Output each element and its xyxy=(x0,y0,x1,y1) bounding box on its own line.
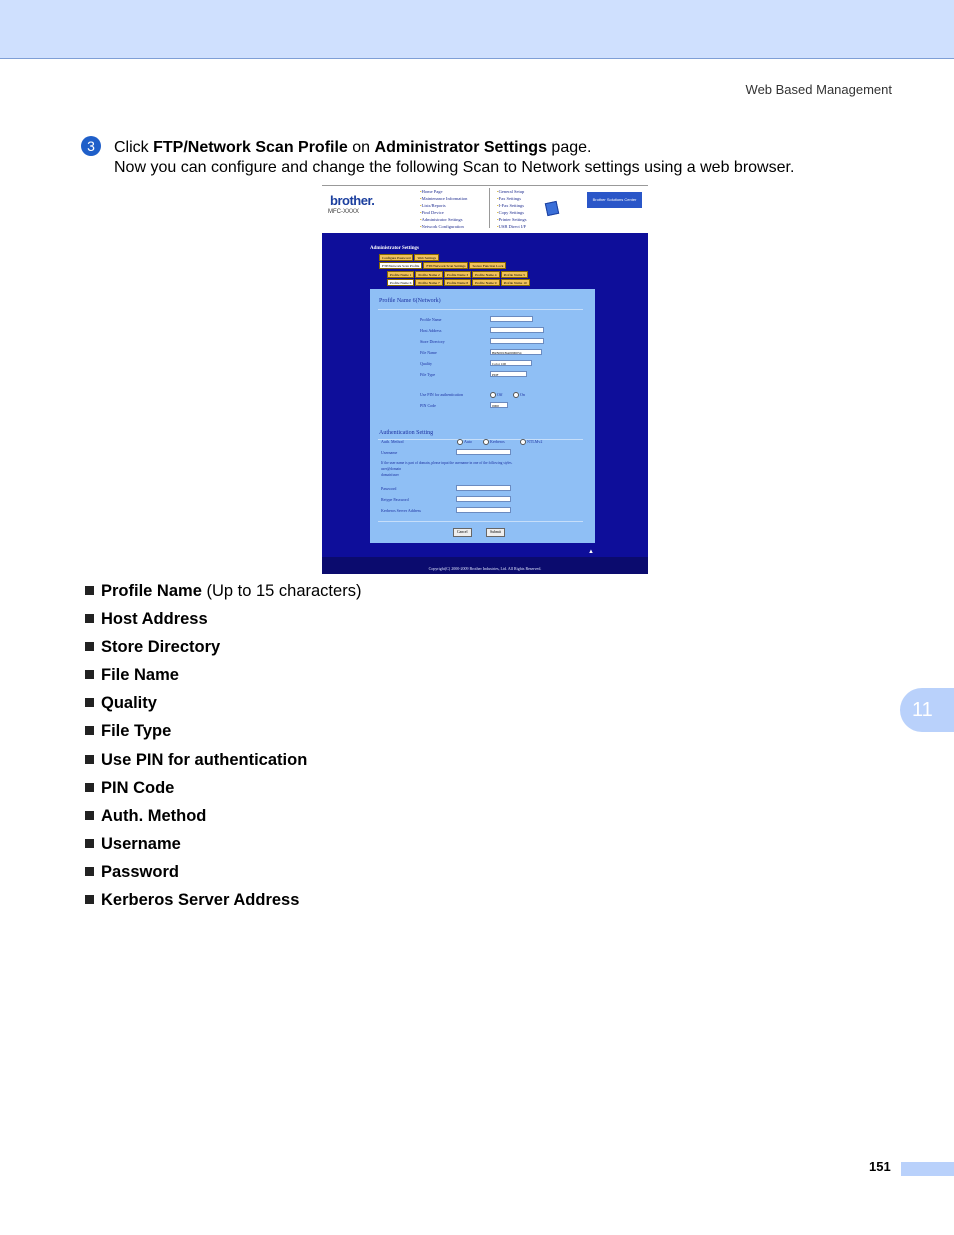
nav-fax[interactable]: • Fax Settings xyxy=(497,195,526,202)
book-icon xyxy=(545,201,559,216)
bullet-square-icon xyxy=(85,755,94,764)
tab-ftp-scan-profile[interactable]: FTP/Network Scan Profile xyxy=(379,262,422,269)
retype-password-input[interactable] xyxy=(456,496,511,502)
list-item xyxy=(85,862,361,890)
tab-profile-9[interactable]: Profile Name 9 xyxy=(472,279,499,286)
nav-divider xyxy=(489,188,490,228)
label-auth-method: Auth. Method xyxy=(381,439,404,444)
bullet-square-icon xyxy=(85,839,94,848)
list-item xyxy=(85,834,361,862)
auth-ntlm-radio[interactable] xyxy=(520,439,526,445)
domain-style-2: domain\user xyxy=(381,473,399,477)
domain-style-1: user@domain xyxy=(381,467,402,471)
panel-title: Profile Name 6(Network) xyxy=(379,298,441,304)
store-directory-input[interactable] xyxy=(490,338,544,344)
nav-network[interactable]: • Network Configuration xyxy=(420,223,467,230)
pin-on-radio[interactable] xyxy=(513,392,519,398)
tabs-row-1 xyxy=(379,254,439,261)
tab-profile-6[interactable]: Profile Name 6 xyxy=(387,279,414,286)
model-name: MFC-XXXX xyxy=(328,209,360,215)
pin-code-input[interactable]: 0000 xyxy=(490,402,508,408)
list-item-term: Password xyxy=(101,862,179,881)
pin-off-option[interactable] xyxy=(490,392,502,398)
running-header: Web Based Management xyxy=(745,82,892,97)
list-item-term: File Type xyxy=(101,722,172,741)
auth-auto-option[interactable] xyxy=(457,439,472,445)
nav-copy[interactable]: • Copy Settings xyxy=(497,209,526,216)
domain-note: If the user name is part of domain, please input the username in one of the following styles. xyxy=(381,461,513,465)
pin-off-label: Off xyxy=(497,392,503,397)
top-band xyxy=(0,0,954,59)
list-item-term: Store Directory xyxy=(101,638,221,657)
page-number: 151 xyxy=(869,1159,891,1174)
nav-right xyxy=(497,188,526,230)
bullet-square-icon xyxy=(85,726,94,735)
auth-ntlm-option[interactable] xyxy=(520,439,542,445)
auth-setting-title: Authentication Setting xyxy=(379,430,434,436)
step-text-suffix: page. xyxy=(546,139,592,156)
step-line-2: Now you can configure and change the following Scan to Network settings using a web browser. xyxy=(114,159,795,176)
label-host-address: Host Address xyxy=(420,328,442,333)
tabs-row-3 xyxy=(387,271,528,278)
pin-off-radio[interactable] xyxy=(490,392,496,398)
admin-settings-title: Administrator Settings xyxy=(370,246,419,251)
nav-find-device[interactable]: • Find Device xyxy=(420,209,467,216)
step-text-prefix: Click xyxy=(114,139,154,156)
tabs-row-2 xyxy=(379,262,506,269)
auth-kerberos-option[interactable] xyxy=(483,439,505,445)
label-retype-password: Retype Password xyxy=(381,497,409,502)
bullet-square-icon xyxy=(85,811,94,820)
cancel-button[interactable]: Cancel xyxy=(453,528,472,537)
label-quality: Quality xyxy=(420,361,432,366)
auth-auto-radio[interactable] xyxy=(457,439,463,445)
copyright-footer: Copyright(C) 2000-2009 Brother Industries, Ltd. All Rights Reserved. xyxy=(322,557,648,574)
step-bold-profile: FTP/Network Scan Profile xyxy=(153,139,348,156)
tab-profile-5[interactable]: Profile Name 5 xyxy=(501,271,528,278)
scroll-top-icon[interactable]: ▲ xyxy=(588,549,594,555)
list-item xyxy=(85,778,361,806)
tab-profile-8[interactable]: Profile Name 8 xyxy=(444,279,471,286)
tab-profile-2[interactable]: Profile Name 2 xyxy=(415,271,442,278)
tab-profile-7[interactable]: Profile Name 7 xyxy=(415,279,442,286)
list-item xyxy=(85,693,361,721)
bullet-square-icon xyxy=(85,586,94,595)
bullet-square-icon xyxy=(85,614,94,623)
nav-admin[interactable]: • Administrator Settings xyxy=(420,216,467,223)
embedded-screenshot xyxy=(322,185,648,574)
auth-kerberos-label: Kerberos xyxy=(490,439,505,444)
label-kerberos-address: Kerberos Server Address xyxy=(381,508,421,513)
nav-general[interactable]: • General Setup xyxy=(497,188,526,195)
list-item-term: Kerberos Server Address xyxy=(101,891,300,910)
nav-lists[interactable]: • Lists/Reports xyxy=(420,202,467,209)
tab-web-settings[interactable]: Web Settings xyxy=(414,254,438,261)
list-item xyxy=(85,665,361,693)
tab-secure-function-lock[interactable]: Secure Function Lock xyxy=(469,262,506,269)
kerberos-address-input[interactable] xyxy=(456,507,511,513)
nav-left xyxy=(420,188,467,230)
profile-name-input[interactable] xyxy=(490,316,533,322)
step-text-mid: on xyxy=(347,139,375,156)
bullet-square-icon xyxy=(85,670,94,679)
bullet-square-icon xyxy=(85,698,94,707)
tab-profile-10[interactable]: Profile Name 10 xyxy=(501,279,530,286)
label-password: Password xyxy=(381,486,397,491)
list-item-term: Host Address xyxy=(101,610,208,629)
password-input[interactable] xyxy=(456,485,511,491)
auth-ntlm-label: NTLMv2 xyxy=(527,439,543,444)
screenshot-header xyxy=(322,185,648,233)
bullet-square-icon xyxy=(85,895,94,904)
nav-ifax[interactable]: • I-Fax Settings xyxy=(497,202,526,209)
pin-on-label: On xyxy=(520,392,525,397)
label-pin-code: PIN Code xyxy=(420,403,436,408)
brand-logo: brother. xyxy=(330,193,375,208)
list-item-term: Use PIN for authentication xyxy=(101,750,308,769)
tab-ftp-scan-settings[interactable]: FTP/Network Scan Settings xyxy=(423,262,468,269)
username-input[interactable] xyxy=(456,449,511,455)
label-store-directory: Store Directory xyxy=(420,339,445,344)
list-item xyxy=(85,581,361,609)
tab-profile-1[interactable]: Profile Name 1 xyxy=(387,271,414,278)
step-instruction xyxy=(114,138,794,178)
page-number-bar xyxy=(901,1162,954,1176)
list-item-term: Profile Name xyxy=(101,582,202,600)
tabs-row-4 xyxy=(387,279,530,286)
file-type-select[interactable]: PDF xyxy=(490,371,527,377)
bullet-square-icon xyxy=(85,867,94,876)
quality-select[interactable]: Color 100 xyxy=(490,360,532,366)
label-use-pin: Use PIN for authentication xyxy=(420,392,463,397)
list-item xyxy=(85,806,361,834)
list-item xyxy=(85,721,361,749)
list-item-term: Quality xyxy=(101,694,157,713)
label-file-type: File Type xyxy=(420,372,436,377)
list-item-term: PIN Code xyxy=(101,778,175,797)
list-item-note: (Up to 15 characters) xyxy=(201,582,362,600)
nav-home[interactable]: • Home Page xyxy=(420,188,467,195)
profile-panel xyxy=(370,289,595,543)
list-item-term: Auth. Method xyxy=(101,806,207,825)
list-item-term: File Name xyxy=(101,666,179,685)
step-number-badge: 3 xyxy=(81,136,101,156)
auth-auto-label: Auto xyxy=(464,439,472,444)
tab-configure-password[interactable]: Configure Password xyxy=(379,254,413,261)
label-username: Username xyxy=(381,450,398,455)
step-bold-admin: Administrator Settings xyxy=(374,139,547,156)
auth-kerberos-radio[interactable] xyxy=(483,439,489,445)
tab-profile-3[interactable]: Profile Name 3 xyxy=(444,271,471,278)
step-line-1 xyxy=(114,138,794,158)
list-item-term: Username xyxy=(101,834,181,853)
panel-divider-auth xyxy=(378,439,583,440)
bullet-square-icon xyxy=(85,783,94,792)
host-address-input[interactable] xyxy=(490,327,544,333)
list-item xyxy=(85,890,361,918)
label-file-name: File Name xyxy=(420,350,437,355)
settings-list xyxy=(85,581,361,918)
pin-on-option[interactable] xyxy=(513,392,525,398)
nav-printer[interactable]: • Printer Settings xyxy=(497,216,526,223)
panel-divider-bottom xyxy=(378,521,583,522)
tab-profile-4[interactable]: Profile Name 4 xyxy=(472,271,499,278)
submit-button[interactable]: Submit xyxy=(486,528,505,537)
solutions-center-button[interactable]: Brother Solutions Center xyxy=(587,192,642,208)
bullet-square-icon xyxy=(85,642,94,651)
label-profile-name: Profile Name xyxy=(420,317,442,322)
nav-usb[interactable]: • USB Direct I/F xyxy=(497,223,526,230)
list-item xyxy=(85,637,361,665)
file-name-select[interactable]: BRN001BA0000054 xyxy=(490,349,542,355)
list-item xyxy=(85,750,361,778)
chapter-tab: 11 xyxy=(900,688,954,732)
panel-divider-top xyxy=(378,309,583,310)
nav-maintenance[interactable]: • Maintenance Information xyxy=(420,195,467,202)
list-item xyxy=(85,609,361,637)
